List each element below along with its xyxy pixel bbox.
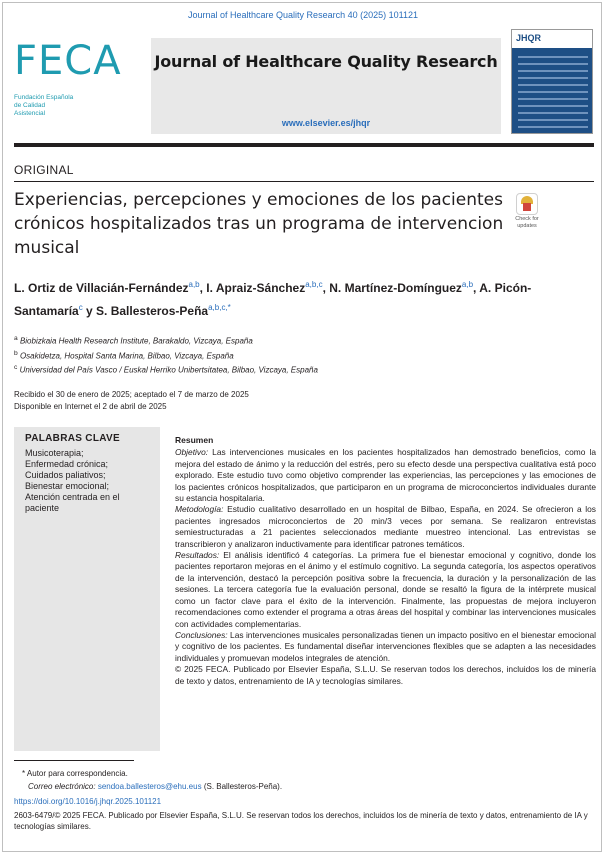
affiliation-mark: a — [14, 335, 18, 342]
section-label: ORIGINAL — [14, 163, 74, 177]
abstract-text: Estudio cualitativo desarrollado en un hospital de Bilbao, España, en 2024. Se ofrecieron a los pacientes ingresados microconciertos de 20 min/3 veces por semana. Se realizaron entrevistas semiestructuradas a 21 pacientes seleccionados mediante muestreo intencional. Las entrevistas se transcribieron y analizaron inductivamente para identificar patrones temáticos. — [175, 504, 596, 549]
author-affiliation-marks[interactable]: c — [78, 303, 83, 312]
crossmark-label: Check for updates — [515, 216, 539, 229]
online-date: Disponible en Internet el 2 de abril de 2025 — [14, 402, 167, 411]
affiliation-list — [14, 333, 594, 377]
author-affiliation-marks[interactable]: a,b — [188, 280, 200, 289]
affiliation-mark: c — [14, 364, 18, 372]
email-label: Correo electrónico: — [28, 782, 96, 791]
keyword-item: Musicoterapia; — [25, 448, 84, 458]
author-name: S. Ballesteros-Peña — [96, 304, 209, 318]
author-affiliation-marks[interactable]: a,b,c,* — [208, 303, 231, 312]
author-affiliation-marks[interactable]: a,b — [461, 280, 474, 289]
affiliation-item — [14, 333, 594, 348]
abstract-text: Las intervenciones musicales personalizadas tienen un impacto positivo en el bienestar emocional y cognitivo de los pacientes. Es fundamental diseñar intervenciones flexibles que se adapten a las necesidades individuales y promuevan modelos integrales de atención. — [175, 629, 596, 663]
journal-url-link[interactable]: www.elsevier.es/jhqr — [281, 118, 371, 128]
copyright-line: 2603-6479/© 2025 FECA. Publicado por Elsevier España, S.L.U. Se reservan todos los derechos, incluidos los de minería de texto y datos, entrenamiento de IA y tecnologías similares. — [14, 811, 588, 831]
footnote-rule — [14, 760, 134, 761]
abstract-objetivo — [175, 447, 596, 504]
abstract-metodologia — [175, 504, 596, 550]
abstract-label: Conclusiones: — [175, 629, 228, 640]
affiliation-item — [14, 362, 594, 377]
author-name: N. Martínez-Domínguez — [329, 281, 462, 295]
footnote-text: Autor para correspondencia. — [26, 769, 128, 778]
keyword-item: Enfermedad crónica; — [25, 459, 109, 469]
doi-link[interactable]: https://doi.org/10.1016/j.jhqr.2025.101121 — [14, 797, 162, 806]
keyword-item: Bienestar emocional; — [25, 481, 110, 491]
abstract-resultados — [175, 550, 596, 630]
journal-banner — [151, 38, 501, 134]
abstract — [175, 435, 596, 687]
abstract-label: Metodología: — [175, 504, 224, 515]
feca-logo-text: FECA — [14, 38, 122, 84]
affiliation-text: Osakidetza, Hospital Santa Marina, Bilbao, Vizcaya, España — [19, 351, 234, 361]
header-rule — [14, 143, 594, 147]
crossmark-icon — [516, 193, 538, 215]
abstract-conclusiones — [175, 630, 596, 664]
keywords-title: PALABRAS CLAVE — [25, 433, 120, 444]
author-affiliation-marks[interactable]: a,b,c — [305, 280, 323, 289]
feca-logo-subtitle: Fundación Española de Calidad Asistencial — [14, 94, 74, 117]
abstract-title: Resumen — [175, 435, 214, 445]
footnote-mark: * — [22, 769, 26, 778]
email-link[interactable]: sendoa.ballesteros@ehu.eus — [97, 782, 202, 791]
author-name: L. Ortiz de Villacián-Fernández — [14, 281, 189, 295]
keyword-list — [25, 448, 155, 514]
author-separator: y — [82, 304, 97, 318]
footnote-email-line — [22, 780, 592, 793]
email-owner: (S. Ballesteros-Peña). — [203, 782, 283, 791]
cover-decoration — [518, 56, 588, 133]
affiliation-mark: b — [14, 349, 18, 357]
article-dates — [14, 389, 594, 413]
journal-cover-thumbnail — [511, 29, 593, 134]
crossmark-badge[interactable] — [511, 193, 543, 230]
cover-title: JHQR — [516, 33, 542, 43]
author-separator: , — [322, 281, 330, 295]
keywords-box — [14, 427, 160, 751]
article-title: Experiencias, percepciones y emociones de los pacientes crónicos hospitalizados tras un programa de intervencion musical — [14, 190, 504, 258]
received-date: Recibido el 30 de enero de 2025; aceptado el 7 de marzo de 2025 — [14, 390, 249, 399]
affiliation-item — [14, 348, 594, 363]
affiliation-text: Universidad del País Vasco / Euskal Herriko Unibertsitatea, Bilbao, Vizcaya, España — [19, 365, 318, 375]
footnote-line — [22, 767, 592, 780]
abstract-label: Resultados: — [175, 550, 220, 561]
feca-logo — [14, 38, 140, 126]
abstract-copyright: © 2025 FECA. Publicado por Elsevier España, S.L.U. Se reservan todos los derechos, incluidos los de minería de texto y datos, entrenamiento de IA y tecnologías similares. — [175, 664, 596, 686]
abstract-text: Las intervenciones musicales en los pacientes hospitalizados han demostrado beneficios, como la mejora del estado de ánimo y la reducción del estrés, pero su efecto desde una perspectiva cualitativa está poco explorado. Este estudio tuvo como objetivo comprender las experiencias, las percepciones y las emociones de los pacientes crónicos hospitalizados, que participaron en un programa de microconciertos individuales durante su estancia hospitalaria. — [175, 447, 596, 504]
abstract-label: Objetivo: — [175, 447, 209, 458]
author-name: I. Apraiz-Sánchez — [206, 281, 306, 295]
section-rule — [14, 181, 594, 182]
cover-header — [512, 30, 592, 48]
author-separator: , — [199, 281, 207, 295]
journal-name: Journal of Healthcare Quality Research — [154, 52, 498, 71]
running-head[interactable]: Journal of Healthcare Quality Research 40 (2025) 101121 — [188, 10, 418, 20]
author-name: A. Picón-Santamaría — [14, 281, 532, 318]
abstract-text: El análisis identificó 4 categorías. La primera fue el bienestar emocional y cognitivo, donde los pacientes reportaron mejoras en el ánimo y el estímulo cognitivo. La segunda categoría, los aspectos operativos de la intervención, destacó la percepción positiva sobre la frecuencia, la duración y la personalización de las sesiones. La tercera categoría fue la evaluación personal, donde se resaltó la figura de la intérprete musical como un factor clave para el éxito de la intervención. Finalmente, las propuestas de mejora incluyeron recomendaciones como extender el programa a otras áreas del hospital y combinar las intervenciones musicales con actividades complementarias. — [175, 550, 596, 629]
keyword-item: Atención centrada en el paciente — [25, 492, 120, 513]
affiliation-text: Biobizkaia Health Research Institute, Barakaldo, Vizcaya, España — [19, 336, 253, 346]
keyword-item: Cuidados paliativos; — [25, 470, 106, 480]
author-list — [14, 275, 589, 321]
correspondence-footnote — [22, 767, 592, 793]
author-separator: , — [473, 281, 480, 295]
